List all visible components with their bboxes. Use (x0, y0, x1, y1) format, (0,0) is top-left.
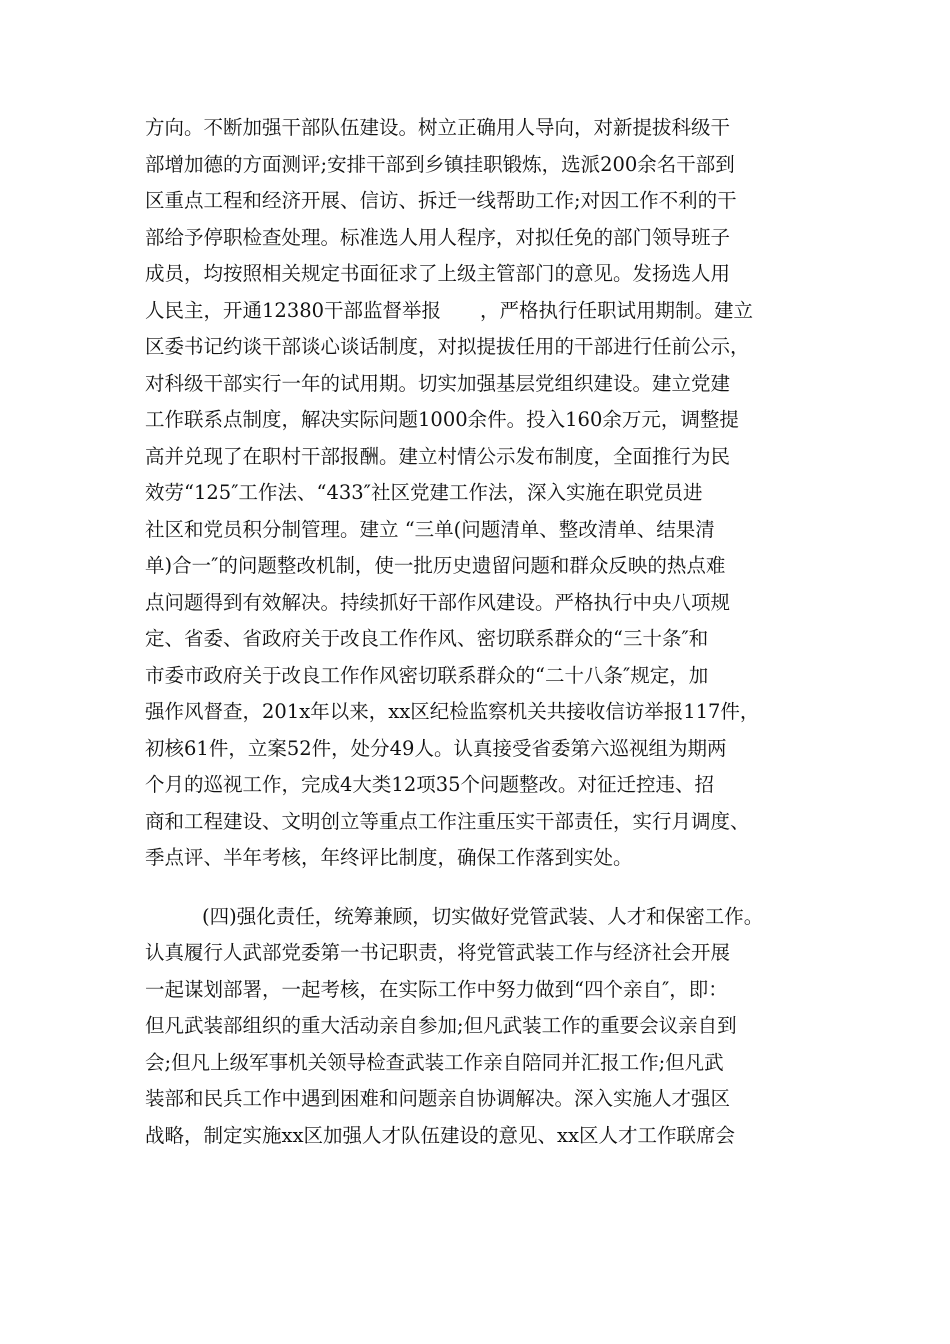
text-line: 方向。不断加强干部队伍建设。树立正确用人导向，对新提拔科级干 (145, 116, 731, 139)
text-line: 工作联系点制度，解决实际问题1000余件。投入160余万元，调整提 (145, 408, 739, 431)
text-line: 单)合一″的问题整改机制，使一批历史遗留问题和群众反映的热点难 (145, 554, 726, 577)
text-line: 社区和党员积分制管理。建立 “三单(问题清单、整改清单、结果清 (145, 517, 715, 541)
document-body (145, 110, 845, 1154)
text-line: 部给予停职检查处理。标准选人用人程序，对拟任免的部门领导班子 (145, 225, 731, 249)
text-line: 战略，制定实施xx区加强人才队伍建设的意见、xx区人才工作联席会 (145, 1123, 735, 1147)
text-line: 定、省委、省政府关于改良工作作风、密切联系群众的“三十条″和 (145, 627, 709, 650)
text-line: 装部和民兵工作中遇到困难和问题亲自协调解决。深入实施人才强区 (145, 1087, 731, 1110)
text-line: 区委书记约谈干部谈心谈话制度，对拟提拔任用的干部进行任前公示， (145, 335, 750, 358)
section-heading-line: (四)强化责任，统筹兼顾，切实做好党管武装、人才和保密工作。 (202, 904, 764, 928)
text-line: 市委市政府关于改良工作作风密切联系群众的“二十八条″规定，加 (145, 663, 709, 687)
text-line: 部增加德的方面测评;安排干部到乡镇挂职锻炼，选派200余名干部到 (145, 152, 735, 176)
text-line: 成员，均按照相关规定书面征求了上级主管部门的意见。发扬选人用 (145, 262, 731, 285)
text-line: 个月的巡视工作，完成4大类12项35个问题整改。对征迁控违、招 (145, 773, 715, 796)
text-line: 一起谋划部署，一起考核，在实际工作中努力做到“四个亲自″，即： (145, 977, 728, 1001)
text-line: 会;但凡上级军事机关领导检查武装工作亲自陪同并汇报工作;但凡武 (145, 1050, 724, 1074)
paragraph-spacer (145, 877, 845, 899)
text-line: 人民主，开通12380干部监督举报 ，严格执行任职试用期制。建立 (145, 298, 754, 322)
text-line: 效劳“125″工作法、“433″社区党建工作法，深入实施在职党员进 (145, 481, 703, 504)
text-line: 季点评、半年考核，年终评比制度，确保工作落到实处。 (145, 846, 633, 869)
text-line: 但凡武装部组织的重大活动亲自参加;但凡武装工作的重要会议亲自到 (145, 1014, 737, 1037)
text-line: 高并兑现了在职村干部报酬。建立村情公示发布制度，全面推行为民 (145, 444, 731, 468)
text-line: 强作风督查，201x年以来，xx区纪检监察机关共接收信访举报117件， (145, 700, 760, 723)
paragraph-armed-forces-talent (145, 899, 845, 1155)
text-line: 对科级干部实行一年的试用期。切实加强基层党组织建设。建立党建 (145, 371, 731, 395)
text-line: 商和工程建设、文明创立等重点工作注重压实干部责任，实行月调度、 (145, 809, 750, 833)
text-line: 点问题得到有效解决。持续抓好干部作风建设。严格执行中央八项规 (145, 590, 731, 614)
paragraph-cadre-building (145, 110, 845, 877)
text-line: 认真履行人武部党委第一书记职责，将党管武装工作与经济社会开展 (145, 941, 731, 964)
text-line: 初核61件，立案52件，处分49人。认真接受省委第六巡视组为期两 (145, 736, 727, 760)
text-line: 区重点工程和经济开展、信访、拆迁一线帮助工作;对因工作不利的干 (145, 189, 737, 212)
